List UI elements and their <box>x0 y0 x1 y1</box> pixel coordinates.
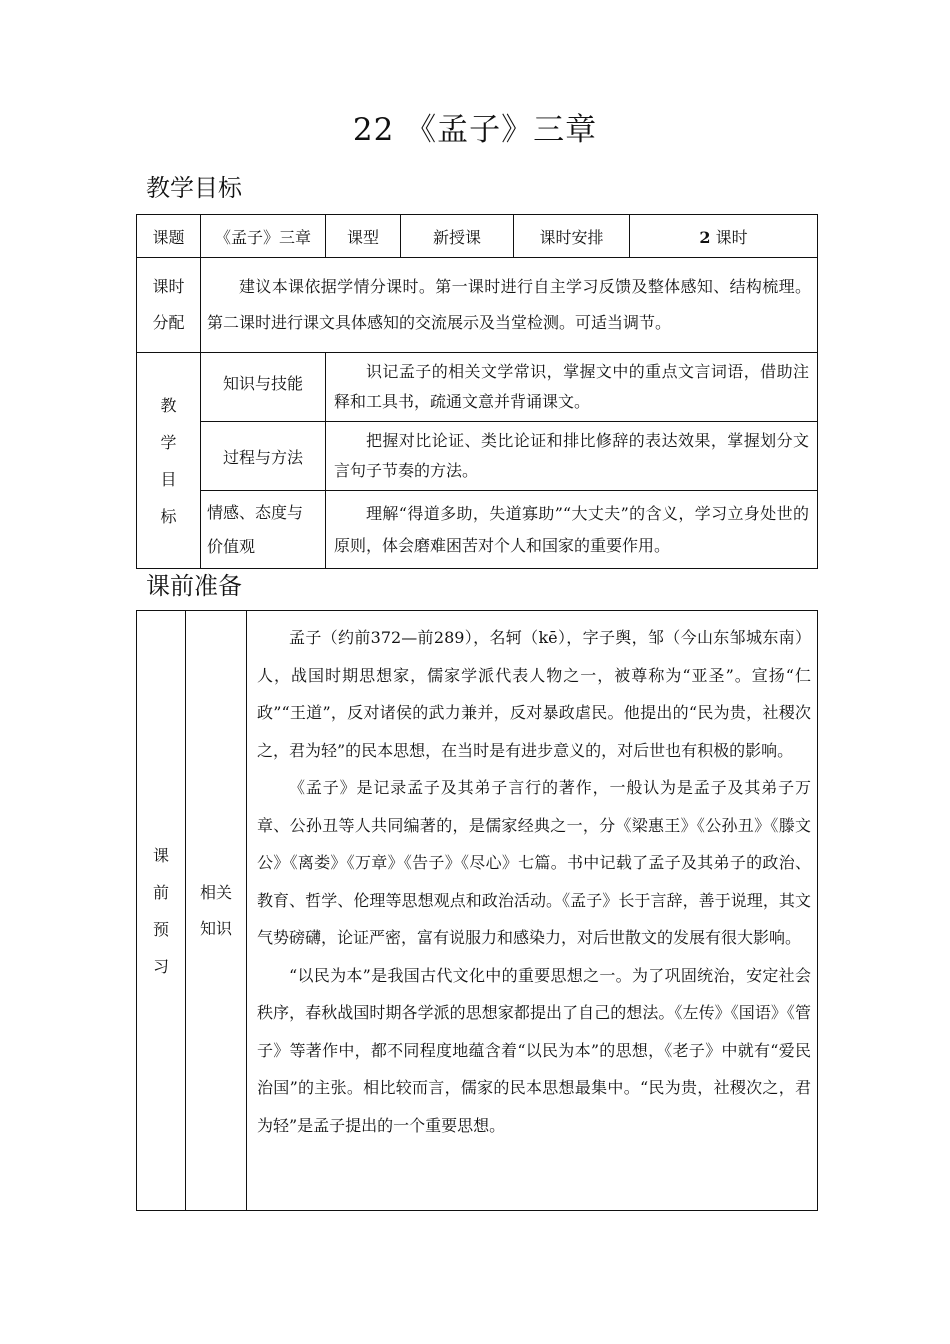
goals-label-char: 学 <box>160 432 177 452</box>
schedule-unit: 课时 <box>715 227 748 247</box>
knowledge-paragraph: “以民为本”是我国古代文化中的重要思想之一。为了巩固统治，安定社会秩序，春秋战国时期各学派的思想家都提出了自己的想法。《左传》《国语》《管子》等著作中，都不同程度地蕴含着“以民为本”的思想，《老子》中就有“爱民治国”的主张。相比较而言，儒家的民本思想最集中。“民为贵，社稷次之，君为轻”是孟子提出的一个重要思想。 <box>257 965 811 1135</box>
goals-label-char: 教 <box>160 395 177 415</box>
topic-label: 课题 <box>137 215 201 258</box>
table-row <box>137 258 818 353</box>
table-row <box>137 215 818 258</box>
schedule-number: 2 <box>699 227 711 247</box>
goal-label-process: 过程与方法 <box>201 422 326 491</box>
goal-text-knowledge: 识记孟子的相关文学常识，掌握文中的重点文言词语，借助注释和工具书，疏通文意并背诵课文。 <box>326 353 818 422</box>
related-knowledge-content <box>247 611 818 1211</box>
goal-label-knowledge: 知识与技能 <box>201 353 326 422</box>
preparation-table <box>136 610 818 1211</box>
schedule-label: 课时安排 <box>514 215 630 258</box>
table-row <box>137 491 818 569</box>
type-label: 课型 <box>326 215 401 258</box>
related-knowledge-line2: 知识 <box>199 918 232 938</box>
goal-label-emotion-line2: 价值观 <box>207 536 256 556</box>
type-value: 新授课 <box>401 215 514 258</box>
section-heading-objectives: 教学目标 <box>146 174 242 202</box>
goals-label-char: 标 <box>160 506 177 526</box>
knowledge-paragraph: 孟子（约前372—前289），名轲（kē），字子舆，邹（今山东邹城东南）人，战国时期思想家，儒家学派代表人物之一，被尊称为“亚圣”。宣扬“仁政”“王道”，反对诸侯的武力兼并，反对暴政虐民。他提出的“民为贵，社稷次之，君为轻”的民本思想，在当时是有进步意义的，对后世也有积极的影响。 <box>257 628 811 760</box>
goals-label-char: 目 <box>160 469 177 489</box>
goal-label-emotion <box>201 491 326 569</box>
goal-text-process: 把握对比论证、类比论证和排比修辞的表达效果，掌握划分文言句子节奏的方法。 <box>326 422 818 491</box>
table-row <box>137 611 818 1211</box>
allocation-text: 建议本课依据学情分课时。第一课时进行自主学习反馈及整体感知、结构梳理。第二课时进行课文具体感知的交流展示及当堂检测。可适当调节。 <box>201 258 818 353</box>
allocation-label-line1: 课时 <box>152 277 185 296</box>
preview-label-char: 课 <box>152 845 169 865</box>
goals-label <box>137 353 201 569</box>
section-heading-preparation: 课前准备 <box>146 572 242 600</box>
topic-value: 《孟子》三章 <box>201 215 326 258</box>
goal-label-emotion-line1: 情感、态度与 <box>207 502 304 522</box>
preview-label-char: 预 <box>152 919 169 939</box>
table-row <box>137 353 818 422</box>
preview-label-char: 前 <box>152 882 169 902</box>
related-knowledge-label <box>186 611 247 1211</box>
table-row <box>137 422 818 491</box>
allocation-label-line2: 分配 <box>152 313 185 332</box>
preview-label-char: 习 <box>152 956 169 976</box>
schedule-value <box>630 215 818 258</box>
objectives-table <box>136 214 818 569</box>
knowledge-paragraph: 《孟子》是记录孟子及其弟子言行的著作，一般认为是孟子及其弟子万章、公孙丑等人共同编著的，是儒家经典之一，分《梁惠王》《公孙丑》《滕文公》《离娄》《万章》《告子》《尽心》七篇。书中记载了孟子及其弟子的政治、教育、哲学、伦理等思想观点和政治活动。《孟子》长于言辞，善于说理，其文气势磅礴，论证严密，富有说服力和感染力，对后世散文的发展有很大影响。 <box>257 778 811 947</box>
page-title: 22 《孟子》三章 <box>352 112 598 148</box>
related-knowledge-line1: 相关 <box>199 882 232 902</box>
allocation-label <box>137 258 201 353</box>
preview-label <box>137 611 186 1211</box>
goal-text-emotion: 理解“得道多助，失道寡助”“大丈夫”的含义，学习立身处世的原则，体会磨难困苦对个人和国家的重要作用。 <box>326 491 818 569</box>
